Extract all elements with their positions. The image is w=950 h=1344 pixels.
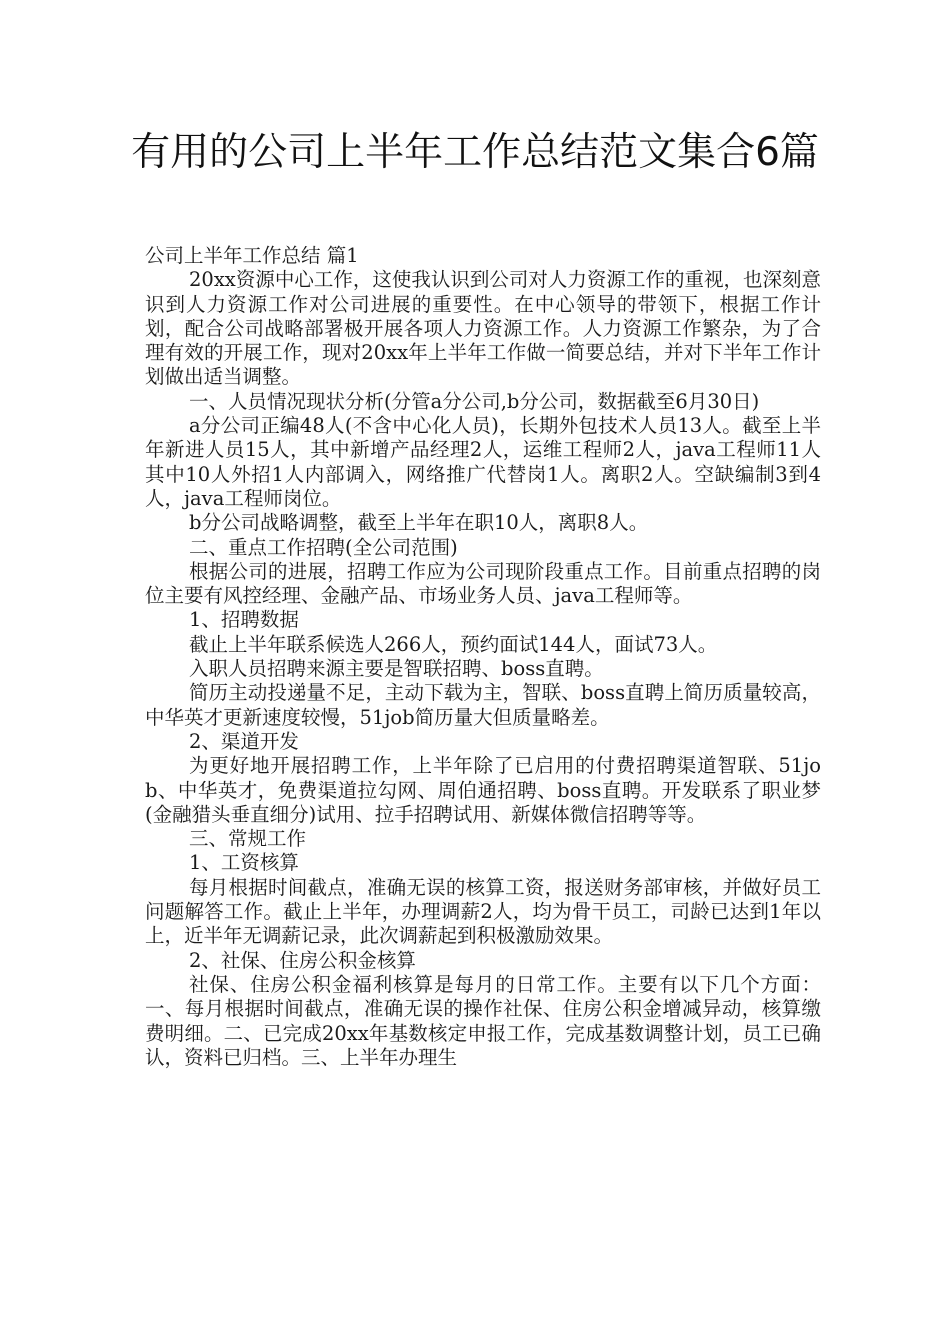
- paragraph: 1、工资核算: [189, 851, 299, 875]
- paragraph: 社保、住房公积金福利核算是每月的日常工作。主要有以下几个方面：一、每月根据时间截点，准确无误的操作社保、住房公积金增减异动，核算缴费明细。二、已完成20xx年基数核定申报工作，完成基数调整计划，员工已确认，资料已归档。三、上半年办理生: [145, 972, 821, 1069]
- paragraph: 截止上半年联系候选人266人，预约面试144人，面试73人。: [189, 632, 718, 656]
- paragraph: 20xx资源中心工作，这使我认识到公司对人力资源工作的重视，也深刻意识到人力资源工作对公司进展的重要性。在中心领导的带领下，根据工作计划，配合公司战略部署极开展各项人力资源工作。人力资源工作繁杂，为了合理有效的开展工作，现对20xx年上半年工作做一简要总结，并对下半年工作计划做出适当调整。: [145, 268, 821, 389]
- paragraph: 为更好地开展招聘工作，上半年除了已启用的付费招聘渠道智联、51job、中华英才，免费渠道拉勾网、周伯通招聘、boss直聘。开发联系了职业梦(金融猎头垂直细分)试用、拉手招聘试用、新媒体微信招聘等等。: [145, 754, 821, 826]
- document-body: [145, 244, 821, 1070]
- paragraph: 三、常规工作: [189, 827, 307, 851]
- section-heading: 公司上半年工作总结 篇1: [145, 244, 359, 267]
- paragraph: 简历主动投递量不足，主动下载为主，智联、boss直聘上简历质量较高，中华英才更新速度较慢，51job简历量大但质量略差。: [145, 681, 821, 729]
- paragraph: 1、招聘数据: [189, 608, 299, 632]
- paragraph: b分公司战略调整，截至上半年在职10人，离职8人。: [189, 511, 649, 535]
- paragraph: 每月根据时间截点，准确无误的核算工资，报送财务部审核，并做好员工问题解答工作。截止上半年，办理调薪2人，均为骨干员工，司龄已达到1年以上，近半年无调薪记录，此次调薪起到积极激励效果。: [145, 875, 821, 948]
- paragraph: 一、人员情况现状分析(分管a分公司,b分公司，数据截至6月30日): [189, 389, 760, 413]
- document-title: 有用的公司上半年工作总结范文集合6篇: [131, 130, 819, 175]
- paragraph: a分公司正编48人(不含中心化人员)，长期外包技术人员13人。截至上半年新进人员15人，其中新增产品经理2人，运维工程师2人，java工程师11人其中10人外招1人内部调入，网络推广代替岗1人。离职2人。空缺编制3到4人，java工程师岗位。: [145, 414, 821, 510]
- paragraph: 2、渠道开发: [189, 729, 299, 753]
- paragraph: 入职人员招聘来源主要是智联招聘、boss直聘。: [189, 657, 604, 681]
- paragraph: 根据公司的进展，招聘工作应为公司现阶段重点工作。目前重点招聘的岗位主要有风控经理、金融产品、市场业务人员、java工程师等。: [145, 559, 821, 608]
- paragraph: 2、社保、住房公积金核算: [189, 948, 416, 972]
- paragraph: 二、重点工作招聘(全公司范围): [189, 535, 458, 559]
